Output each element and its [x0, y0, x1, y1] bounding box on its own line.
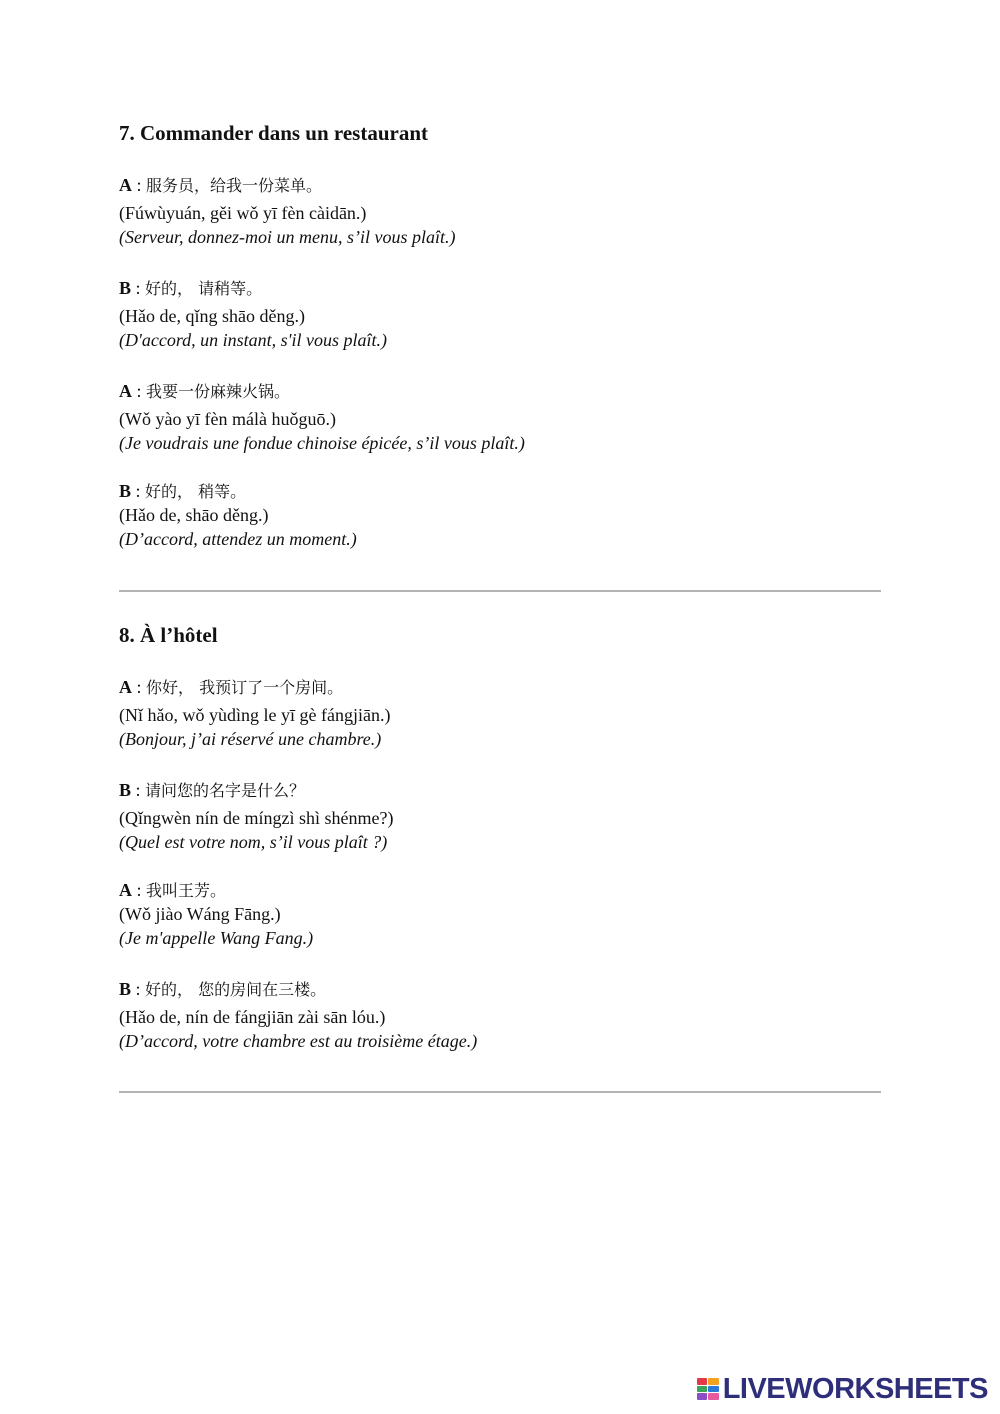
french-line: (D’accord, votre chambre est au troisième étage.) — [119, 1031, 478, 1051]
speaker-label: B — [119, 979, 132, 999]
pinyin-line: (Hǎo de, nín de fángjiān zài sān lóu.) — [119, 1007, 386, 1027]
speaker-label: A — [119, 880, 132, 900]
section-hotel — [119, 622, 881, 648]
speaker-label: A — [119, 381, 132, 401]
chinese-line — [119, 277, 262, 300]
chinese-line — [119, 380, 290, 403]
section-divider — [119, 1091, 881, 1093]
chinese-text: 我要一份麻辣火锅。 — [146, 382, 291, 401]
chinese-line — [119, 978, 326, 1001]
separator: : — [132, 677, 147, 697]
separator: : — [131, 780, 146, 800]
french-line: (D’accord, attendez un moment.) — [119, 529, 357, 549]
separator: : — [131, 278, 146, 298]
french-line: (Je m'appelle Wang Fang.) — [119, 928, 314, 948]
pinyin-line: (Fúwùyuán, gěi wǒ yī fèn càidān.) — [119, 203, 367, 223]
speaker-label: B — [119, 780, 132, 800]
brand-text: LIVEWORKSHEETS — [722, 1372, 988, 1405]
separator: : — [132, 381, 147, 401]
chinese-line — [119, 879, 226, 902]
chinese-text: 好的， 稍等。 — [145, 482, 247, 501]
pinyin-line: (Wǒ yào yī fèn málà huǒguō.) — [119, 409, 336, 429]
chinese-text: 服务员，给我一份菜单。 — [146, 176, 323, 195]
french-line: (Quel est votre nom, s’il vous plaît ?) — [119, 832, 388, 852]
liveworksheets-brand[interactable] — [697, 1374, 988, 1404]
pinyin-line: (Nǐ hǎo, wǒ yùdìng le yī gè fángjiān.) — [119, 705, 391, 725]
chinese-text: 你好， 我预订了一个房间。 — [146, 678, 344, 697]
chinese-line — [119, 174, 322, 197]
chinese-text: 我叫王芳。 — [146, 881, 227, 900]
chinese-text: 请问您的名字是什么？ — [145, 781, 306, 800]
french-line: (D'accord, un instant, s'il vous plaît.) — [119, 330, 388, 350]
pinyin-line: (Wǒ jiào Wáng Fāng.) — [119, 904, 281, 924]
section-title: 8. À l’hôtel — [119, 623, 218, 647]
separator: : — [131, 481, 146, 501]
section-restaurant — [119, 120, 881, 146]
chinese-line — [119, 676, 343, 699]
speaker-label: B — [119, 278, 132, 298]
pinyin-line: (Qǐngwèn nín de míngzì shì shénme?) — [119, 808, 394, 828]
chinese-text: 好的， 请稍等。 — [145, 279, 263, 298]
chinese-line — [119, 779, 305, 802]
french-line: (Bonjour, j’ai réservé une chambre.) — [119, 729, 382, 749]
chinese-line — [119, 480, 246, 503]
chinese-text: 好的， 您的房间在三楼。 — [145, 980, 327, 999]
speaker-label: A — [119, 677, 132, 697]
speaker-label: A — [119, 175, 132, 195]
liveworksheets-logo-icon — [697, 1378, 719, 1400]
french-line: (Je voudrais une fondue chinoise épicée, s’il vous plaît.) — [119, 433, 525, 453]
pinyin-line: (Hǎo de, shāo děng.) — [119, 505, 269, 525]
french-line: (Serveur, donnez-moi un menu, s’il vous plaît.) — [119, 227, 456, 247]
pinyin-line: (Hǎo de, qǐng shāo děng.) — [119, 306, 305, 326]
separator: : — [132, 880, 147, 900]
separator: : — [131, 979, 146, 999]
separator: : — [132, 175, 147, 195]
speaker-label: B — [119, 481, 132, 501]
section-title: 7. Commander dans un restaurant — [119, 121, 429, 145]
section-divider — [119, 590, 881, 592]
